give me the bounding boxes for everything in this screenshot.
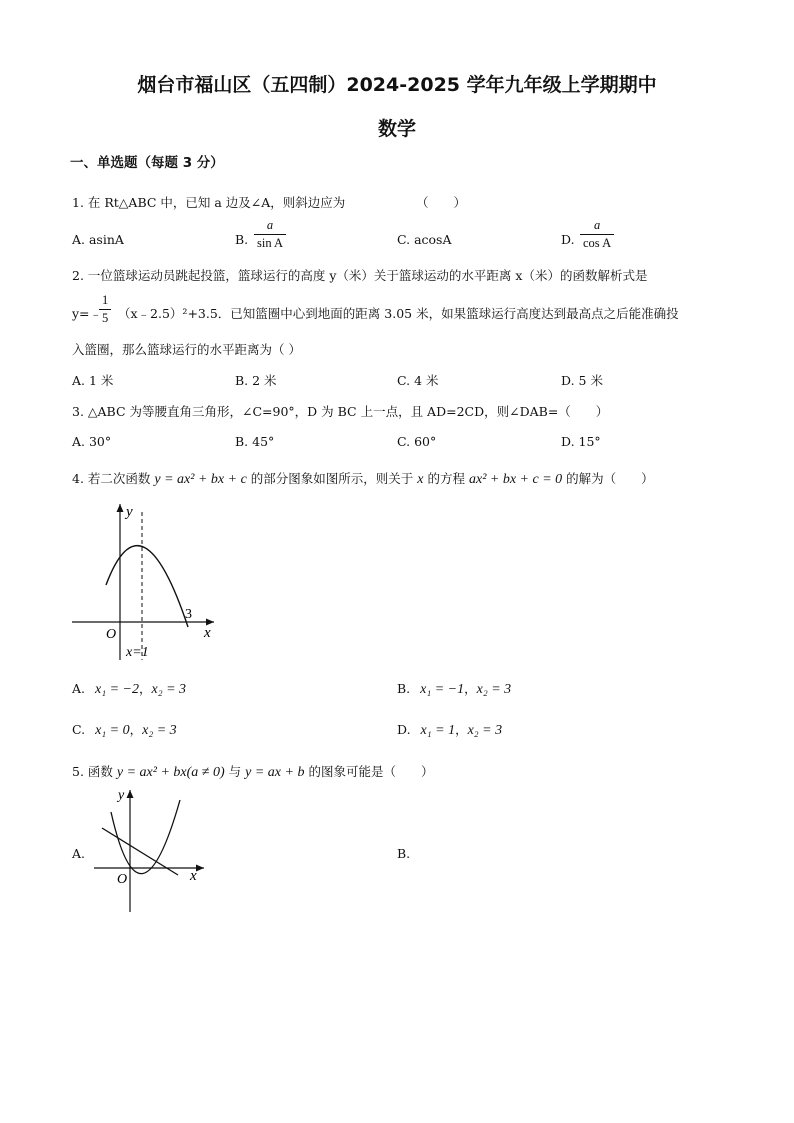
q4-stem [72, 469, 654, 488]
q4-d-x2: x₂ = 3 [467, 723, 503, 738]
q2-prefix: y=﹣ [72, 306, 103, 321]
q4-a-label: A. [72, 681, 86, 696]
q2-option-a: A. 1 米 [72, 373, 114, 388]
q4-symmetry-label: x=1 [126, 645, 149, 660]
q4-b-label: B. [397, 681, 411, 696]
q4-b-x2: x₂ = 3 [476, 682, 512, 697]
q5-parabola-curve [111, 800, 180, 874]
q4-mid: 的部分图象如图所示，则关于 [250, 471, 414, 486]
q1-d-numerator: a [593, 218, 601, 232]
q4-b-x1: x₁ = −1 [420, 682, 465, 697]
q1-b-numerator: a [266, 218, 274, 232]
q5-option-a-graph [90, 786, 220, 914]
q4-function: y = ax² + bx + c [154, 472, 247, 487]
q3-option-c: C. 60° [397, 434, 437, 449]
q4-b-sep: ， [464, 681, 477, 696]
q3-option-a: A. 30° [72, 434, 112, 449]
q4-a-x2: x₂ = 3 [151, 682, 187, 697]
q2-line-3: 入篮圈，那么篮球运行的水平距离为（ ） [72, 342, 301, 357]
q2-frac-denominator: 5 [99, 309, 111, 326]
q3-option-d: D. 15° [561, 434, 601, 449]
q4-c-x2: x₂ = 3 [142, 723, 177, 738]
q4-option-d [397, 720, 502, 739]
q5-function-1: y = ax² + bx(a ≠ 0) [116, 765, 225, 780]
q2-frac-numerator: 1 [102, 293, 109, 307]
q2-option-c: C. 4 米 [397, 373, 439, 388]
q2-option-d: D. 5 米 [561, 373, 603, 388]
q4-y-label: y [126, 504, 133, 520]
q4-tail: 的解为（ ） [566, 471, 654, 486]
q1-d-denominator: cos A [580, 234, 614, 251]
q4-d-x1: x₁ = 1 [420, 723, 456, 738]
q4-mid2: 的方程 [427, 471, 465, 486]
q1-option-a: A. asinA [72, 232, 124, 247]
q5-option-a-label: A. [72, 846, 86, 861]
q5-tail: 的图象可能是（ ） [308, 764, 434, 779]
page-title: 烟台市福山区（五四制）2024-2025 学年九年级上学期期中 [137, 74, 657, 96]
q1-option-d-fraction [580, 218, 614, 251]
q5-stem [72, 762, 433, 781]
q1-option-c: C. acosA [397, 232, 452, 247]
q3-option-b: B. 45° [235, 434, 275, 449]
q4-a-x1: x₁ = −2 [95, 682, 139, 697]
q4-option-b [397, 679, 511, 698]
q5-number: 5. 函数 [72, 764, 113, 779]
q5-origin-label: O [117, 872, 128, 887]
q4-equation: ax² + bx + c = 0 [468, 472, 563, 487]
q4-option-a [72, 679, 186, 698]
q5-y-arrow [127, 790, 134, 798]
q4-number: 4. 若二次函数 [72, 471, 151, 486]
q4-y-arrow [117, 504, 124, 512]
q2-option-b: B. 2 米 [235, 373, 277, 388]
q3-stem: 3. △ABC 为等腰直角三角形，∠C=90°，D 为 BC 上一点，且 AD=2CD，则∠DAB=（ ） [72, 404, 609, 419]
q1-option-d-label: D. [561, 232, 575, 247]
q1-option-b-label: B. [235, 232, 249, 247]
q1-bracket: （ ） [416, 195, 467, 210]
q4-c-sep: ， [129, 722, 143, 737]
q4-a-sep: ， [138, 681, 152, 696]
q4-parabola-graph [66, 500, 226, 662]
q5-y-label: y [118, 788, 125, 803]
section-heading: 一、单选题（每题 3 分） [70, 155, 224, 171]
q2-line-2: （x﹣2.5）²+3.5．已知篮圈中心到地面的距离 3.05 米，如果篮球运行高度达到最高点之后能准确投 [118, 306, 679, 321]
q1-option-b-fraction [254, 218, 286, 251]
q4-variable: x [417, 472, 424, 487]
q4-parabola-curve [106, 546, 188, 627]
subject-title: 数学 [377, 118, 416, 140]
q4-x-label: x [204, 625, 211, 641]
q5-option-b-label: B. [397, 846, 411, 861]
q4-c-label: C. [72, 722, 86, 737]
q4-option-c [72, 720, 177, 739]
q1-stem: 1. 在 Rt△ABC 中，已知 a 边及∠A，则斜边应为 [72, 195, 346, 210]
q5-mid: 与 [228, 764, 242, 779]
q2-line-1: 2. 一位篮球运动员跳起投篮，篮球运行的高度 y（米）关于篮球运动的水平距离 x（米）的函数解析式是 [72, 268, 648, 283]
q1-b-denominator: sin A [254, 234, 286, 251]
q4-root-label: 3 [185, 607, 192, 622]
q4-d-sep: ， [455, 722, 468, 737]
q4-d-label: D. [397, 722, 411, 737]
q2-fraction [99, 293, 111, 326]
q5-x-arrow [196, 865, 204, 872]
q5-x-label: x [190, 868, 197, 884]
q4-c-x1: x₁ = 0 [95, 723, 130, 738]
q5-function-2: y = ax + b [245, 765, 305, 780]
q4-origin-label: O [106, 627, 117, 642]
